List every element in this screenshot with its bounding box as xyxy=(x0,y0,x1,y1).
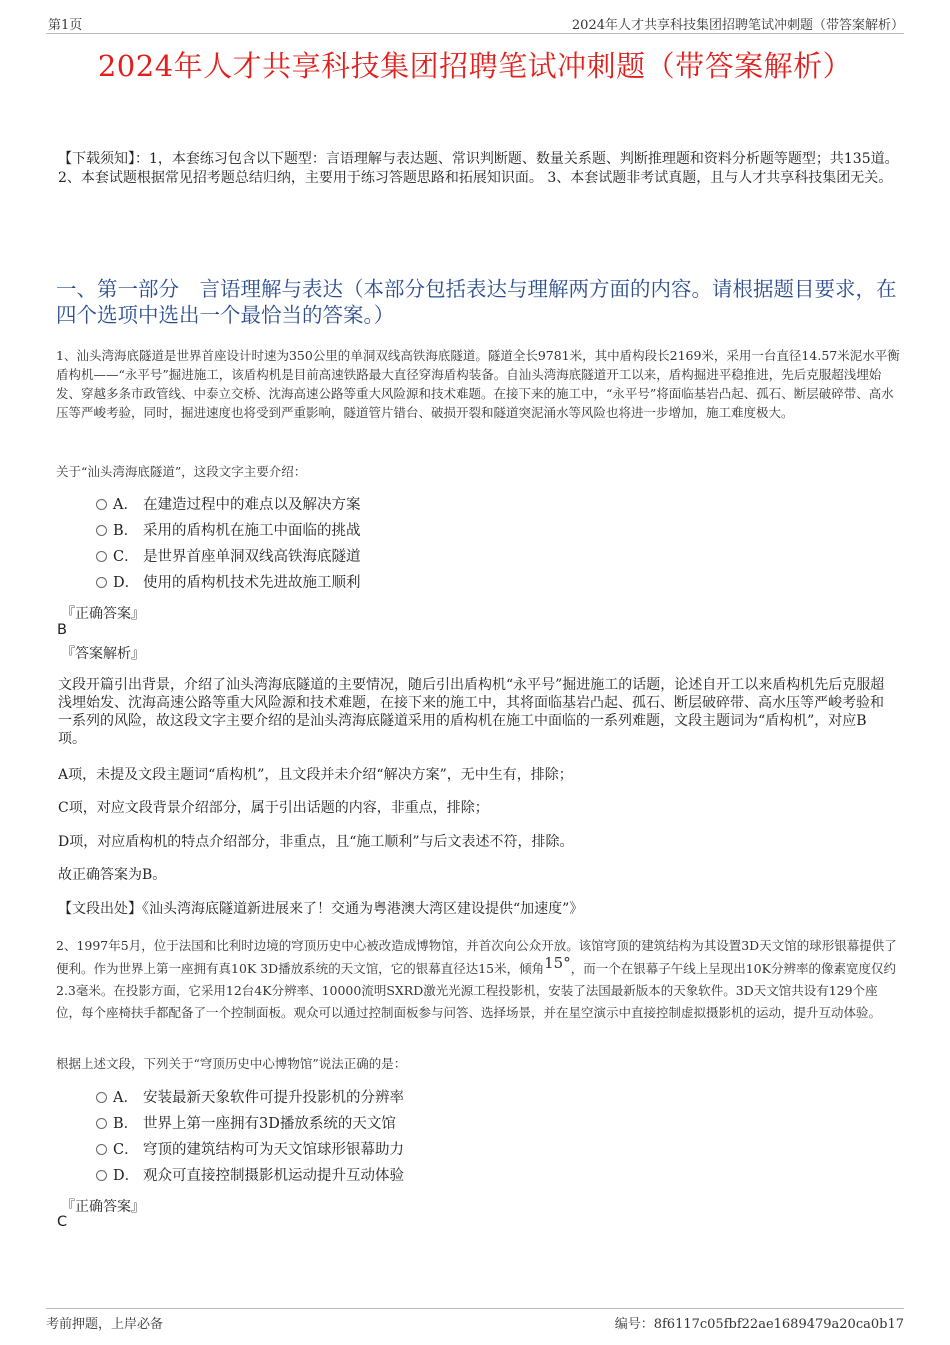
page-title: 2024年人才共享科技集团招聘笔试冲刺题（带答案解析） xyxy=(97,49,853,83)
radio-icon[interactable] xyxy=(96,1118,107,1129)
section-title: 一、第一部分 言语理解与表达（本部分包括表达与理解两方面的内容。请根据题目要求，在四个选项中选出一个最恰当的答案。） xyxy=(56,277,897,327)
radio-icon[interactable] xyxy=(96,577,107,588)
q2-option-c[interactable] xyxy=(96,1139,404,1161)
option-text: 观众可直接控制摄影机运动提升互动体验 xyxy=(143,1168,404,1184)
q1-option-d[interactable] xyxy=(96,572,361,594)
download-notice: 【下载须知】：1，本套练习包含以下题型：言语理解与表达题、常识判断题、数量关系题、判断推理题和资料分析题等题型；共135道。 2、本套试题根据常见招考题总结归纳，主要用于练习答题思路和拓展知识面。 3、本套试题非考试真题，且与人才共享科技集团无关。 xyxy=(58,151,899,186)
page-header xyxy=(46,14,904,34)
q2-option-b[interactable] xyxy=(96,1113,396,1135)
radio-icon[interactable] xyxy=(96,551,107,562)
q1-option-a[interactable] xyxy=(96,494,361,516)
option-text: 在建造过程中的难点以及解决方案 xyxy=(143,497,361,513)
option-letter: A． xyxy=(113,1090,138,1106)
option-letter: C． xyxy=(113,549,139,565)
q1-question: 关于“汕头湾海底隧道”，这段文字主要介绍： xyxy=(56,464,307,479)
q1-answer: B xyxy=(57,622,67,638)
q2-question: 根据上述文段，下列关于“穹顶历史中心博物馆”说法正确的是： xyxy=(56,1056,407,1071)
option-letter: A． xyxy=(113,497,138,513)
option-text: 是世界首座单洞双线高铁海底隧道 xyxy=(143,549,361,565)
q1-source: 【文段出处】《汕头湾海底隧道新进展来了！交通为粤港澳大湾区建设提供“加速度”》 xyxy=(58,901,584,917)
option-text: 安装最新天象软件可提升投影机的分辨率 xyxy=(143,1090,404,1106)
footer-divider xyxy=(46,1308,904,1309)
q1-analysis-main: 文段开篇引出背景，介绍了汕头湾海底隧道的主要情况，随后引出盾构机“永平号”掘进施工的话题，论述自开工以来盾构机先后克服超浅埋始发、沈海高速公路等重大风险源和技术难题，在接下来的施工中，其将面临基岩凸起、孤石、断层破碎带、高水压等严峻考验和一系列的风险，故这段文字主要介绍的是汕头湾海底隧道采用的盾构机在施工中面临的一系列难题，文段主题词为“盾构机”，对应B项。 xyxy=(58,677,885,747)
q2-passage-part-b: ，而一个在银幕子午线上呈现出10K分辨率的像素宽度仅约2.3毫米。在投影方面，它采用12台4K分辨率、10000流明SXRD激光光源工程投影机，安装了法国最新版本的天象软件。3D天文馆共设有129个座位，每个座椅扶手都配备了一个控制面板。观众可以通过控制面板参与问答、选择场景，并在星空演示中直接控制虚拟摄影机的运动，提升互动体验。 xyxy=(56,961,896,1020)
radio-icon[interactable] xyxy=(96,1144,107,1155)
page-number: 第1页 xyxy=(48,18,83,33)
radio-icon[interactable] xyxy=(96,499,107,510)
q2-option-d[interactable] xyxy=(96,1165,404,1187)
footer-code: 编号：8f6117c05fbf22ae1689479a20ca0b17 xyxy=(614,1317,904,1332)
q1-analysis-d: D项，对应盾构机的特点介绍部分，非重点，且“施工顺利”与后文表述不符，排除。 xyxy=(58,834,574,850)
q1-analysis-conclusion: 故正确答案为B。 xyxy=(58,867,167,883)
q1-option-c[interactable] xyxy=(96,546,361,568)
option-letter: D． xyxy=(113,1168,140,1184)
option-text: 世界上第一座拥有3D播放系统的天文馆 xyxy=(143,1116,396,1132)
option-letter: B． xyxy=(113,1116,139,1132)
option-letter: B． xyxy=(113,523,139,539)
q2-passage xyxy=(56,935,901,1024)
option-letter: C． xyxy=(113,1142,139,1158)
q1-analysis-label: 『答案解析』 xyxy=(61,646,145,662)
radio-icon[interactable] xyxy=(96,525,107,536)
q1-analysis-c: C项，对应文段背景介绍部分，属于引出话题的内容，非重点，排除； xyxy=(58,800,489,816)
q2-angle: 15° xyxy=(544,954,571,972)
footer-slogan: 考前押题，上岸必备 xyxy=(46,1317,164,1332)
header-divider xyxy=(46,33,904,34)
radio-icon[interactable] xyxy=(96,1170,107,1181)
q1-option-b[interactable] xyxy=(96,520,361,542)
option-text: 使用的盾构机技术先进故施工顺利 xyxy=(143,575,361,591)
q2-answer-label: 『正确答案』 xyxy=(61,1199,145,1215)
radio-icon[interactable] xyxy=(96,1092,107,1103)
q2-passage-part-a: 2、1997年5月，位于法国和比利时边境的穹顶历史中心被改造成博物馆，并首次向公众开放。该馆穹顶的建筑结构为其设置3D天文馆的球形银幕提供了便利。作为世界上第一座拥有真10K 3D播放系统的天文馆，它的银幕直径达15米，倾角 xyxy=(56,938,897,976)
q1-passage: 1、汕头湾海底隧道是世界首座设计时速为350公里的单洞双线高铁海底隧道。隧道全长9781米，其中盾构段长2169米，采用一台直径14.57米泥水平衡盾构机——“永平号”掘进施工，该盾构机是目前高速铁路最大直径穿海盾构装备。自汕头湾海底隧道开工以来，盾构掘进平稳推进，先后克服超浅埋始发、穿越多条市政管线、中泰立交桥、沈海高速公路等重大风险源和技术难题。在接下来的施工中，“永平号”将面临基岩凸起、孤石、断层破碎带、高水压等严峻考验，同时，掘进速度也将受到严重影响，隧道管片错台、破损开裂和隧道突泥涌水等风险也将进一步增加，施工难度极大。 xyxy=(56,348,900,420)
q1-analysis-a: A项，未提及文段主题词“盾构机”，且文段并未介绍“解决方案”，无中生有，排除； xyxy=(58,767,573,783)
q2-answer: C xyxy=(57,1214,68,1230)
option-letter: D． xyxy=(113,575,140,591)
option-text: 采用的盾构机在施工中面临的挑战 xyxy=(143,523,361,539)
q2-option-a[interactable] xyxy=(96,1087,404,1109)
option-text: 穹顶的建筑结构可为天文馆球形银幕助力 xyxy=(143,1142,404,1158)
header-doc-title: 2024年人才共享科技集团招聘笔试冲刺题（带答案解析） xyxy=(571,18,904,33)
q1-answer-label: 『正确答案』 xyxy=(61,606,145,622)
